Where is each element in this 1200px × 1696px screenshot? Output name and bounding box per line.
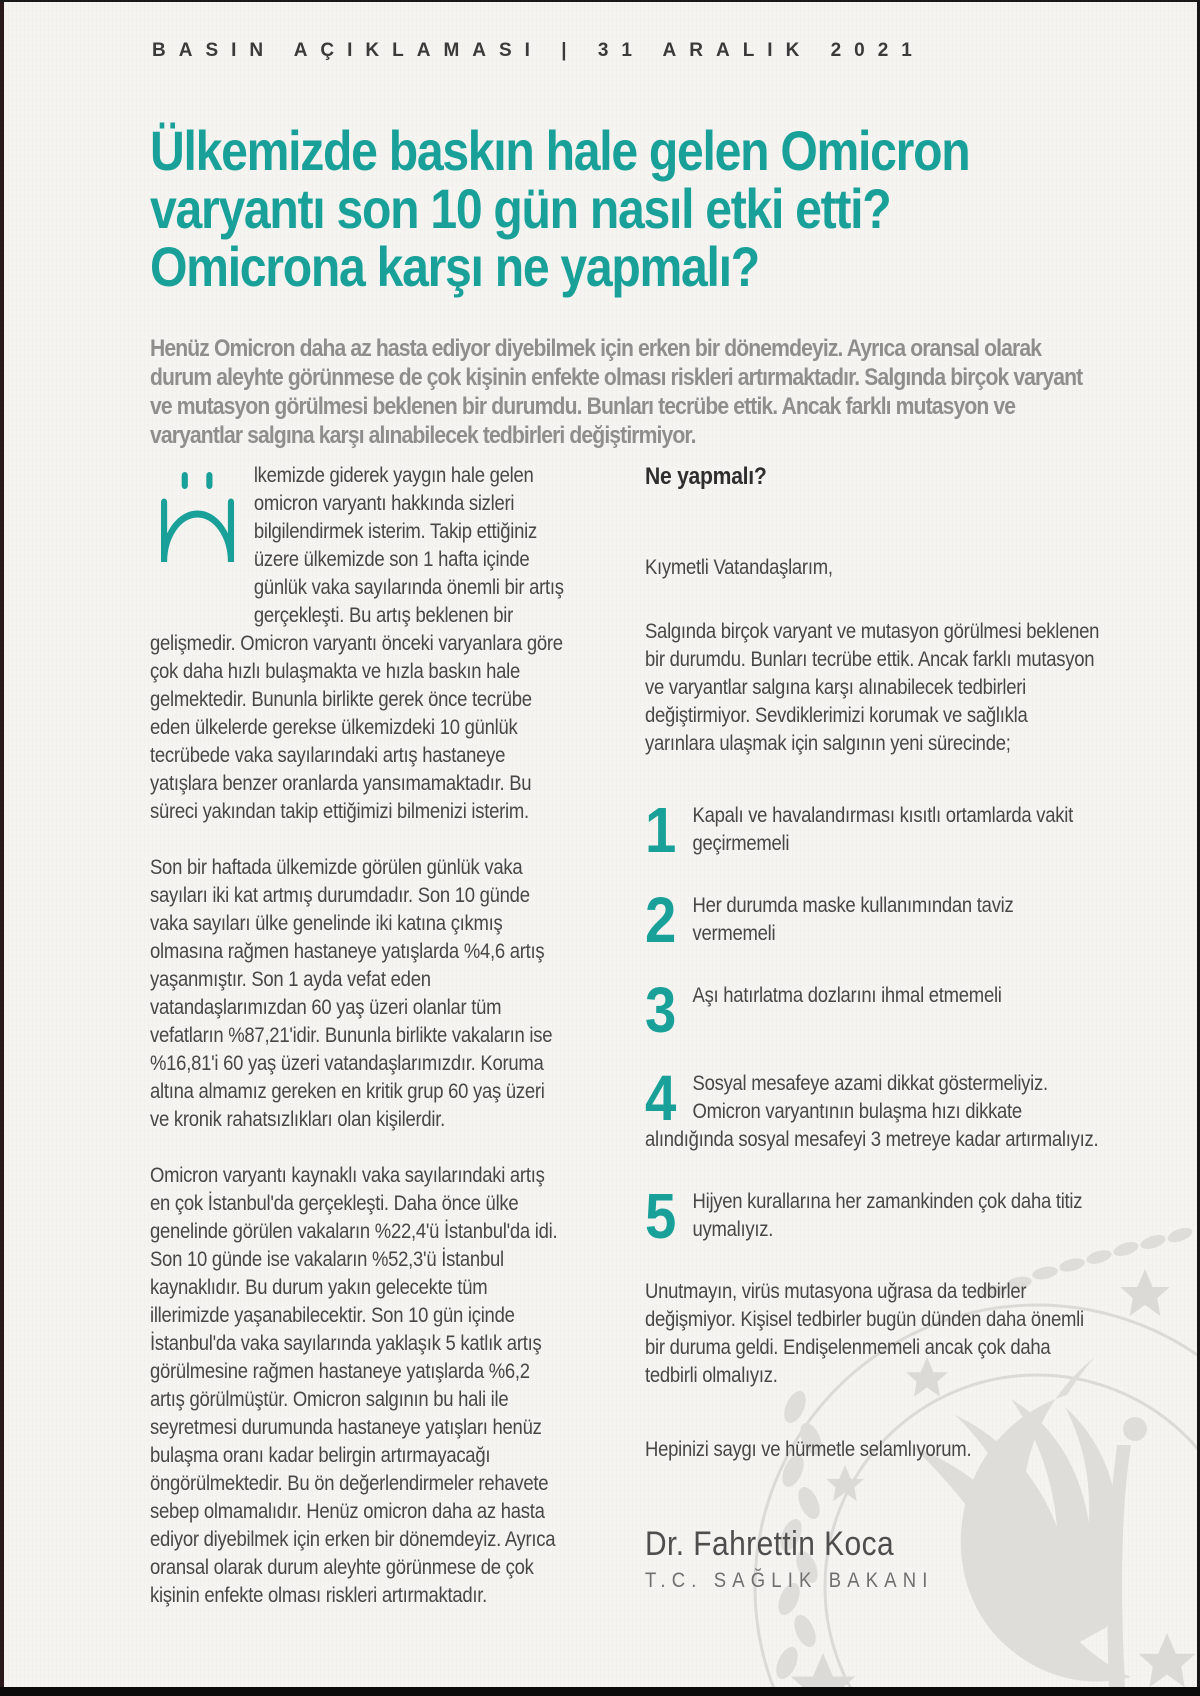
title-line-1: Ülkemizde baskın hale gelen Omicron <box>150 119 970 182</box>
section-heading: Ne yapmalı? <box>645 463 767 490</box>
dropcap-u-icon <box>152 468 244 620</box>
signature-title: T.C. SAĞLIK BAKANI <box>645 1569 934 1592</box>
signature-name: Dr. Fahrettin Koca <box>645 1525 895 1563</box>
page-edge-top <box>0 0 1200 2</box>
list-text-4: Sosyal mesafeye azami dikkat göstermeliyiz. Omicron varyantının bulaşma hızı dikkate alındığında sosyal mesafeyi 3 metreye kadar artırmalıyız. <box>645 1072 1099 1151</box>
list-text-3: Aşı hatırlatma dozlarını ihmal etmemeli <box>692 984 1002 1007</box>
paragraph-1-text: lkemizde giderek yaygın hale gelen omicron varyantı hakkında sizleri bilgilendirmek isterim. Takip ettiğiniz üzere ülkemizde son 1 hafta içinde günlük vaka sayılarında önemli bir artış gerçekleşti. Bu artış beklenen bir gelişmedir. Omicron varyantı önceki varyanlara göre çok daha hızlı bulaşmakta ve hızla baskın hale gelmektedir. Bununla birlikte gerek önce tecrübe eden ülkelerde gerekse ülkemizdeki 10 günlük tecrübede vaka sayılarındaki artış hastaneye yatışlara benzer oranlarda yansımamaktadır. Bu süreci yakından takip ettiğimizi bilmenizi isterim. <box>150 464 564 823</box>
list-text-1: Kapalı ve havalandırması kısıtlı ortamlarda vakit geçirmemeli <box>692 804 1073 855</box>
body-columns <box>150 462 1163 1610</box>
page-title <box>150 119 1103 298</box>
right-paragraph: Salgında birçok varyant ve mutasyon görülmesi beklenen bir durumdu. Bunları tecrübe ettik. Ancak farklı mutasyon ve varyantlar salgına karşı alınabilecek tedbirleri değiştirmiyor. Sevdiklerimizi korumak ve sağlıkla yarınlara ulaşmak için salgının yeni sürecinde; <box>645 620 1100 755</box>
list-number-1: 1 <box>645 794 674 866</box>
list-number-4: 4 <box>645 1062 674 1134</box>
paragraph-2: Son bir haftada ülkemizde görülen günlük vaka sayıları iki kat artmış durumdadır. Son 10 günde vaka sayıları ülke genelinde iki katına çıkmış olmasına rağmen hastaneye yatışlarda %4,6 artış yaşanmıştır. Son 1 ayda vefat eden vatandaşlarımızdan 60 yaş üzeri olanlar tüm vefatların %87,21'idir. Bununla birlikte vakaların ise %16,81'i 60 yaş üzeri vatandaşlarımızdır. Koruma altına almamız gereken en kritik grup 60 yaş üzeri ve kronik rahatsızlıkları olan kişilerdir. <box>150 856 553 1131</box>
list-text-5: Hijyen kurallarına her zamankinden çok daha titiz uymalıyız. <box>692 1190 1083 1241</box>
list-number-5: 5 <box>645 1180 674 1252</box>
title-line-3: Omicrona karşı ne yapmalı? <box>150 235 759 298</box>
list-item-3 <box>645 974 1101 1046</box>
list-number-3: 3 <box>645 974 674 1046</box>
paragraph-1 <box>150 462 568 826</box>
paragraph-3: Omicron varyantı kaynaklı vaka sayılarındaki artış en çok İstanbul'da gerçekleşti. Daha önce ülke genelinde görülen vakaların %22,4'ü İstanbul'da idi. Son 10 günde ise vakaların %52,3'ü İstanbul kaynaklıdır. Bu durum yakın gelecekte tüm illerimizde yaşanabilecektir. Son 10 gün içinde İstanbul'da vaka sayılarında yaklaşık 5 katlık artış görülmesine rağmen hastaneye yatışlarda %6,2 artış görülmüştür. Omicron salgının bu hali ile seyretmesi durumunda hastaneye yatışları henüz bulaşma oranı kadar belirgin artırmayacağı öngörülmektedir. Bu ön değerlendirmeler rehavete sebep olmamalıdır. Henüz omicron daha az hasta ediyor diyebilmek için erken bir dönemdeyiz. Ayrıca oransal olarak durum aleyhte görünmese de çok kişinin enfekte olması riskleri artırmaktadır. <box>150 1164 558 1607</box>
title-line-2: varyantı son 10 gün nasıl etki etti? <box>150 177 891 240</box>
list-item-2 <box>645 884 1101 956</box>
list-text-2: Her durumda maske kullanımından taviz vermemeli <box>692 894 1014 945</box>
left-column <box>150 462 568 1610</box>
salutation: Kıymetli Vatandaşlarım, <box>645 556 833 579</box>
farewell-line: Hepinizi saygı ve hürmetle selamlıyorum. <box>645 1438 972 1461</box>
intro-paragraph: Henüz Omicron daha az hasta ediyor diyebilmek için erken bir dönemdeyiz. Ayrıca oransal olarak durum aleyhte görünmese de çok kişinin enfekte olması riskleri artırmaktadır. Salgında birçok varyant ve mutasyon görülmesi beklenen bir durumdu. Bunları tecrübe ettik. Ancak farklı mutasyon ve varyantlar salgına karşı alınabilecek tedbirleri değiştirmiyor. <box>150 335 1083 449</box>
dropcap-letter <box>243 468 244 469</box>
press-release-header: BASIN AÇIKLAMASI | 31 ARALIK 2021 <box>152 40 925 61</box>
list-item-4 <box>645 1062 1101 1154</box>
list-item-5 <box>645 1180 1101 1252</box>
list-item-1 <box>645 794 1101 866</box>
closing-paragraph: Unutmayın, virüs mutasyona uğrasa da tedbirler değişmiyor. Kişisel tedbirler bugün dünden daha önemli bir duruma geldi. Endişelenmemeli ancak çok daha tedbirli olmalıyız. <box>645 1280 1084 1387</box>
page-edge-left <box>0 0 4 1696</box>
page-edge-bottom <box>0 1687 1200 1696</box>
right-column <box>645 462 1101 1610</box>
list-number-2: 2 <box>645 884 674 956</box>
signature-block <box>645 1524 1101 1596</box>
